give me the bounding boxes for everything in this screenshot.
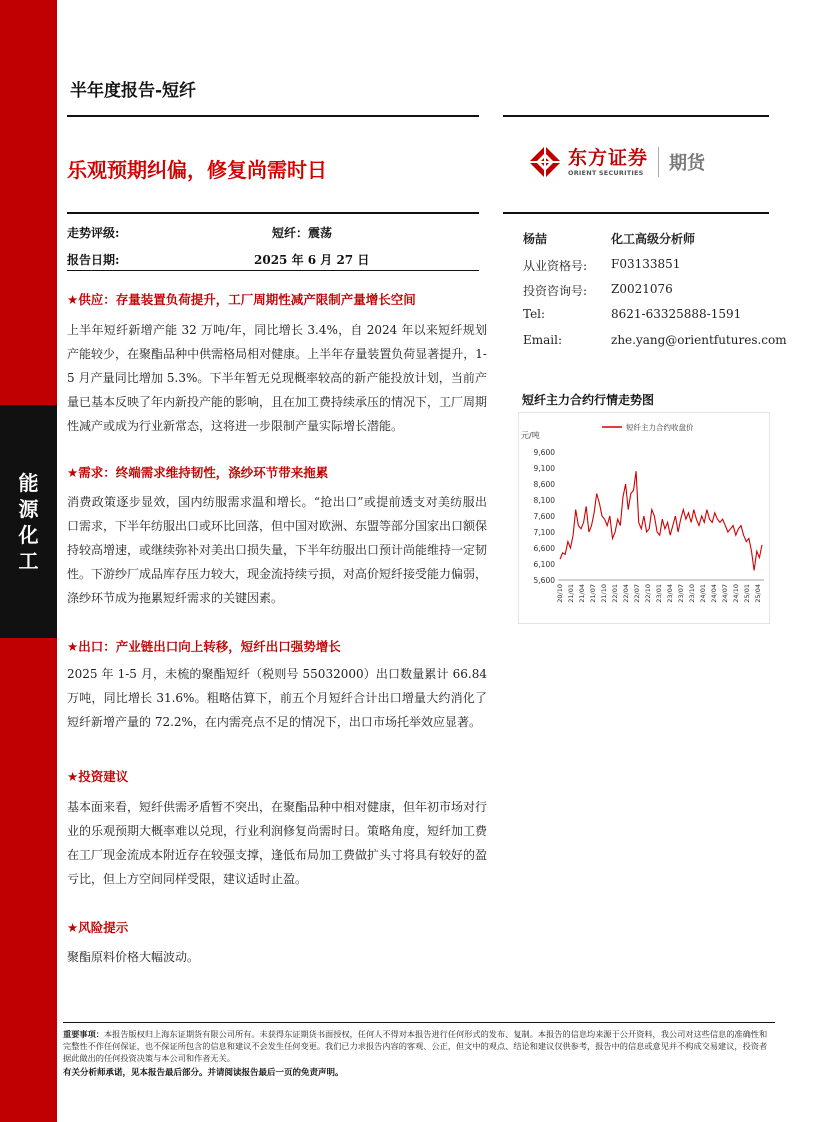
y-tick-label: 7,100 [533, 528, 555, 537]
footer-rule [63, 1022, 775, 1023]
y-tick-label: 6,100 [533, 560, 555, 569]
y-tick-label: 6,600 [533, 544, 555, 553]
x-tick-label: 22/07 [633, 584, 641, 603]
analyst-row-value: 8621-63325888-1591 [611, 307, 742, 321]
section-advice-title: ★投资建议 [67, 769, 129, 784]
report-type: 半年度报告-短纤 [70, 81, 197, 101]
analyst-row-label: 投资咨询号: [523, 284, 588, 298]
section-risk-body: 聚酯原料价格大幅波动。 [67, 950, 200, 964]
x-tick-label: 24/01 [699, 584, 707, 603]
date-value: 2025 年 6 月 27 日 [254, 253, 370, 267]
x-tick-label: 24/10 [732, 584, 740, 603]
date-label: 报告日期: [67, 253, 120, 267]
logo-diamond-icon [528, 145, 562, 179]
analyst-row-label: 从业资格号: [523, 259, 588, 273]
logo-separator [658, 147, 659, 177]
section-demand-title: ★需求：终端需求维持韧性，涤纱环节带来拖累 [67, 465, 329, 480]
logo-chinese-name: 东方证券 [568, 147, 649, 169]
legend-label: 短纤主力合约收盘价 [626, 423, 694, 432]
category-char: 工 [18, 549, 39, 573]
analyst-row-label: Tel: [523, 307, 546, 321]
section-supply-title: ★供应：存量装置负荷提升，工厂周期性减产限制产量增长空间 [67, 292, 416, 307]
x-tick-label: 22/10 [644, 584, 652, 603]
y-tick-label: 8,100 [533, 496, 555, 505]
y-tick-label: 5,600 [533, 576, 555, 585]
category-char: 能 [18, 471, 39, 495]
price-chart [518, 412, 770, 624]
analyst-title: 化工高级分析师 [611, 232, 696, 246]
x-tick-label: 23/10 [688, 584, 696, 603]
x-tick-label: 23/07 [677, 584, 685, 603]
analyst-row-value: F03133851 [611, 257, 681, 271]
rating-label: 走势评级: [67, 226, 120, 240]
x-tick-label: 25/01 [743, 584, 751, 603]
disclaimer-lead: 重要事项： [63, 1029, 104, 1039]
x-tick-label: 20/10 [556, 584, 564, 603]
category-char: 化 [18, 523, 39, 547]
x-tick-label: 21/07 [589, 584, 597, 603]
section-supply-body: 上半年短纤新增产能 32 万吨/年，同比增长 3.4%，自 2024 年以来短纤规划产能较少，在聚酯品种中供需格局相对健康。上半年存量装置负荷显著提升，1-5 月产量同比增加 5.3%。下半年暂无兑现概率较高的新产能投放计划，当前产量已基本反映了年内新投产能的影响，且在加工费持续承压的情况下，工厂周期性减产或成为行业新常态，这将进一步限制产量实际增长潜能。 [67, 323, 488, 433]
x-tick-label: 22/01 [611, 584, 619, 603]
section-export-body: 2025 年 1-5 月，未梳的聚酯短纤（税则号 55032000）出口数量累计 66.84 万吨，同比增长 31.6%。粗略估算下，前五个月短纤合计出口增量大约消化了短纤新增产量的 72.2%，在内需亮点不足的情况下，出口市场托举效应显著。 [67, 667, 487, 729]
x-tick-label: 24/07 [721, 584, 729, 603]
x-tick-label: 21/04 [578, 584, 586, 603]
x-tick-label: 23/01 [655, 584, 663, 603]
x-tick-label: 25/04 [754, 584, 762, 603]
x-tick-label: 23/04 [666, 584, 674, 603]
header-rule-right [503, 115, 769, 117]
rating-value: 短纤：震荡 [272, 226, 333, 240]
analyst-row-label: Email: [523, 333, 563, 347]
chart-title: 短纤主力合约行情走势图 [522, 393, 655, 407]
section-demand-body: 消费政策逐步显效，国内纺服需求温和增长。“抢出口”或提前透支对美纺服出口需求，下半年纺服出口或环比回落，但中国对欧洲、东盟等部分国家出口额保持较高增速，或继续弥补对美出口损失量，下半年纺服出口预计尚能维持一定韧性。下游纱厂成品库存压力较大，现金流持续亏损，对高价短纤接受能力偏弱，涤纱环节成为拖累短纤需求的关键因素。 [67, 495, 488, 605]
analyst-row-value: Z0021076 [611, 282, 673, 296]
x-tick-label: 22/04 [622, 584, 630, 603]
analyst-statement: 有关分析师承诺，见本报告最后部分。并请阅读报告最后一页的免责声明。 [63, 1068, 344, 1078]
analyst-rule-top [503, 212, 769, 214]
analyst-row-value: zhe.yang@orientfutures.com [611, 333, 787, 347]
disclaimer [63, 1028, 775, 1064]
disclaimer-text: 本报告版权归上海东证期货有限公司所有。未获得东证期货书面授权，任何人不得对本报告进行任何形式的发布、复制。本报告的信息均来源于公开资料，我公司对这些信息的准确性和完整性不作任何保证，也不保证所包含的信息和建议不会发生任何变更。我们已力求报告内容的客观、公正，但文中的观点、结论和建议仅供参考，报告中的信息或意见并不构成交易建议，投资者据此做出的任何投资决策与本公司和作者无关。 [63, 1029, 768, 1063]
y-tick-label: 9,100 [533, 464, 555, 473]
y-tick-label: 9,600 [533, 448, 555, 457]
header-rule-left [67, 115, 479, 117]
analyst-name: 杨喆 [523, 232, 548, 246]
category-label [0, 470, 57, 574]
section-advice-body: 基本面来看，短纤供需矛盾暂不突出，在聚酯品种中相对健康，但年初市场对行业的乐观预期大概率难以兑现，行业利润修复尚需时日。策略角度，短纤加工费在工厂现金流成本附近存在较强支撑，逢低布局加工费做扩头寸将具有较好的盈亏比，但上方空间同样受限，建议适时止盈。 [67, 800, 488, 886]
section-risk-title: ★风险提示 [67, 920, 129, 935]
section-export-title: ★出口：产业链出口向上转移，短纤出口强势增长 [67, 639, 341, 654]
x-tick-label: 24/04 [710, 584, 718, 603]
y-tick-label: 8,600 [533, 480, 555, 489]
logo-english-name: ORIENT SECURITIES [568, 169, 644, 177]
meta-rule-top [67, 212, 479, 214]
company-logo [528, 142, 705, 182]
chart-unit-label: 元/吨 [521, 431, 540, 440]
meta-rule-bottom [67, 270, 479, 271]
y-tick-label: 7,600 [533, 512, 555, 521]
category-char: 源 [18, 497, 39, 521]
x-tick-label: 21/01 [567, 584, 575, 603]
logo-futures: 期货 [669, 153, 706, 174]
headline: 乐观预期纠偏，修复尚需时日 [67, 158, 327, 182]
x-tick-label: 21/10 [600, 584, 608, 603]
